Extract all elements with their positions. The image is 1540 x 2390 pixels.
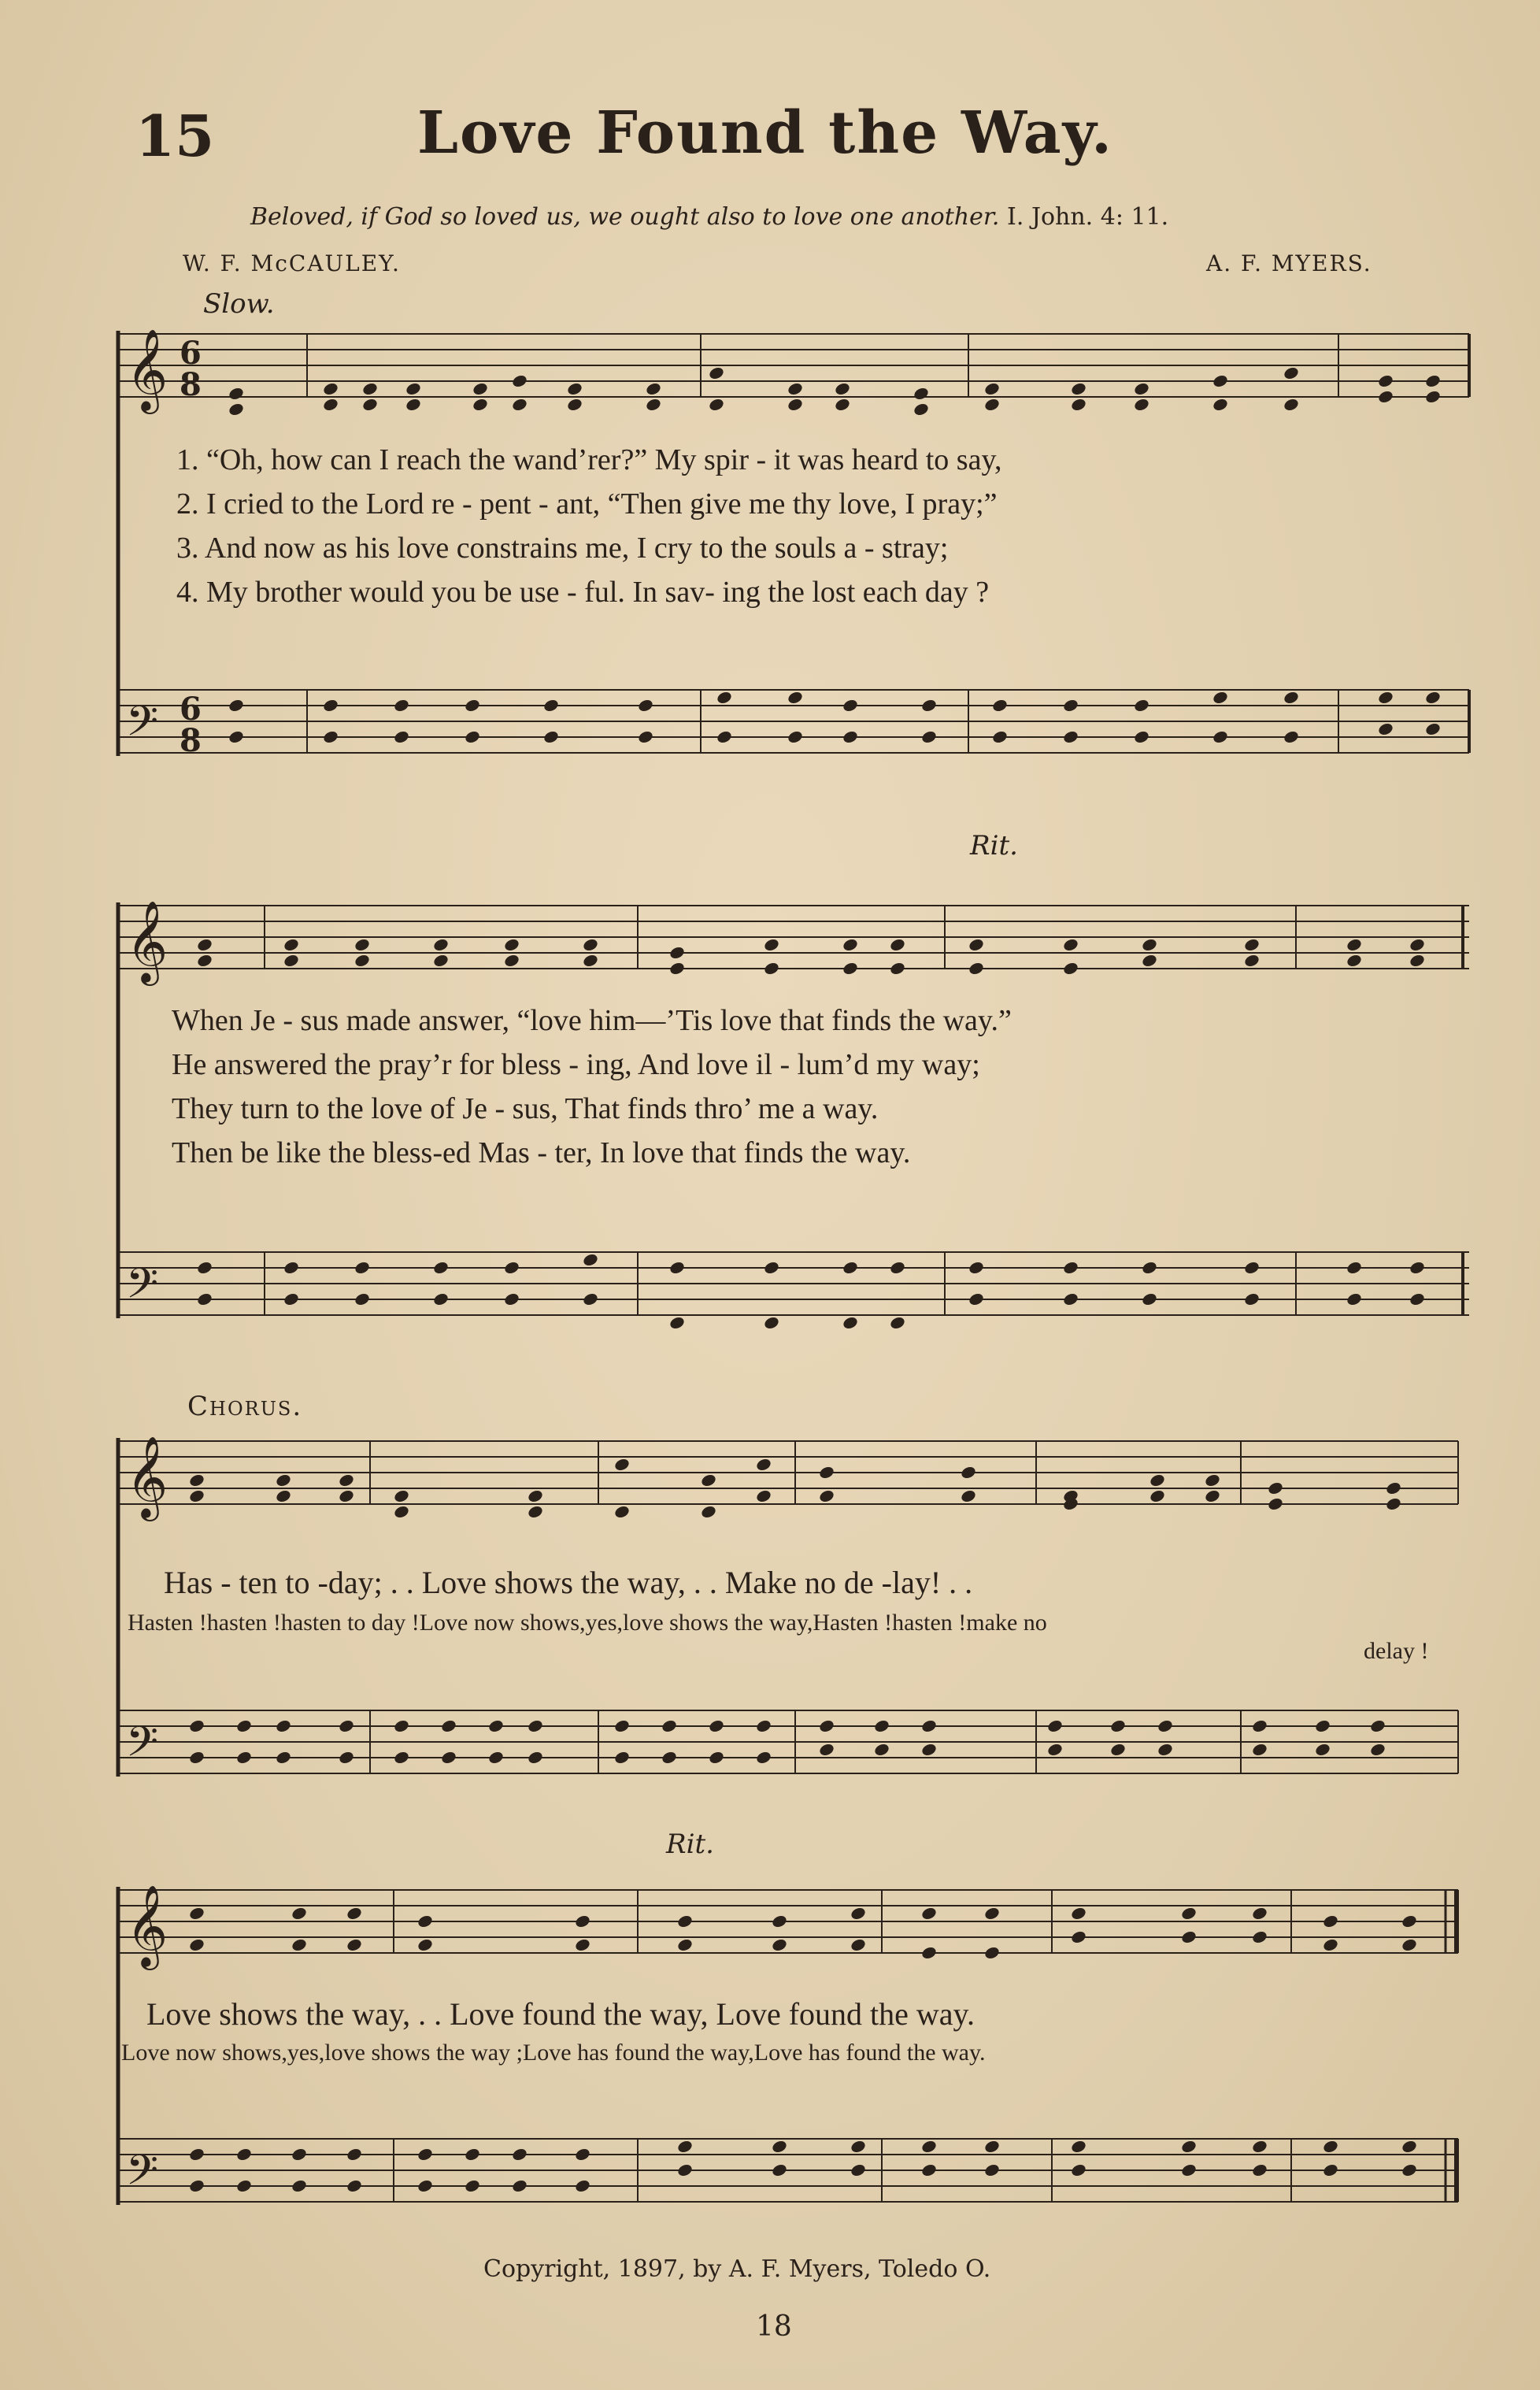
verse-line-4a: 4. My brother would you be use - ful. In sav- ing the lost each day ? [176,576,990,609]
chorus-label: Chorus. [187,1391,303,1422]
verse-line-1a: 1. “Oh, how can I reach the wand’rer?” My spir - it was heard to say, [176,443,1002,476]
staff-system-3-bass [118,1710,1458,1773]
svg-text:8: 8 [180,722,202,759]
staff-system-2-bass [118,1252,1469,1315]
hymn-title: Love Found the Way. [417,99,1113,167]
tempo-marking: Slow. [203,288,275,320]
chorus-lyric-1: Has - ten to -day; . . Love shows the way, . . Make no de -lay! . . [164,1565,973,1600]
copyright-notice: Copyright, 1897, by A. F. Myers, Toledo O. [483,2255,991,2283]
rit-marking-2: Rit. [666,1829,714,1860]
scripture-text: Beloved, if God so loved us, we ought also to love one another. [250,203,1000,231]
svg-text:8: 8 [180,366,202,403]
verse-line-1b: When Je - sus made answer, “love him—’Tis love that finds the way.” [172,1004,1012,1037]
hymn-number: 15 [135,102,215,169]
verse-line-3b: They turn to the love of Je - sus, That finds thro’ me a way. [172,1092,879,1125]
verse-line-2a: 2. I cried to the Lord re - pent - ant, “Then give me thy love, I pray;” [176,487,998,521]
svg-text:𝄢: 𝄢 [126,1260,159,1318]
verse-line-3a: 3. And now as his love constrains me, I cry to the souls a - stray; [176,532,949,565]
bass-clef-icon: 𝄢 [126,698,159,756]
svg-text:6: 6 [180,691,202,728]
svg-text:𝄢: 𝄢 [126,1718,159,1777]
chorus-echo-1a: Hasten !hasten !hasten to day !Love now shows,yes,love shows the way,Hasten !hasten !make no [128,1610,1047,1636]
treble-clef-icon: 𝄞 [126,328,168,411]
scripture-verse [250,203,1168,231]
chorus-echo-1b: delay ! [1364,1638,1429,1664]
chorus-echo-2: Love now shows,yes,love shows the way ;Love has found the way,Love has found the way. [121,2040,986,2066]
svg-text:6: 6 [180,335,202,372]
staff-system-4-treble [118,1890,1458,1953]
svg-text:𝄞: 𝄞 [126,900,168,983]
svg-text:𝄞: 𝄞 [126,1436,168,1518]
scripture-reference: I. John. 4: 11. [1007,203,1169,231]
composer: A. F. MYERS. [1206,250,1372,276]
lyricist: W. F. McCAULEY. [183,250,401,276]
staff-system-2-treble [118,906,1469,969]
verse-line-4b: Then be like the bless-ed Mas - ter, In love that finds the way. [172,1136,911,1169]
page-number: 18 [756,2310,792,2343]
verse-line-2b: He answered the pray’r for bless - ing, And love il - lum’d my way; [172,1048,980,1081]
svg-text:𝄢: 𝄢 [126,2147,159,2205]
svg-text:𝄞: 𝄞 [126,1884,168,1967]
rit-marking-1: Rit. [970,830,1018,862]
chorus-lyric-2: Love shows the way, . . Love found the way, Love found the way. [146,1996,975,2032]
staff-system-3-treble [118,1441,1458,1504]
